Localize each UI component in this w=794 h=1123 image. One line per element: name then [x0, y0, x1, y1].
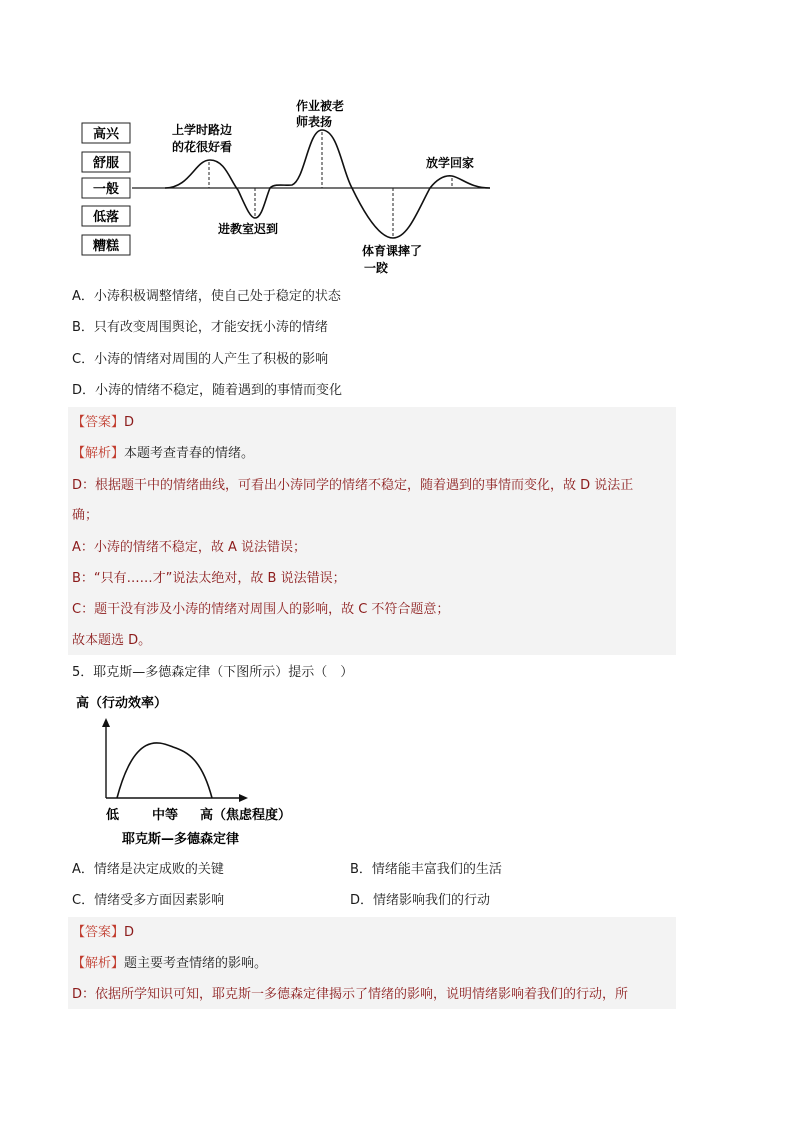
q4-option-d: D．小涛的情绪不稳定，随着遇到的事情而变化	[72, 383, 343, 398]
fig2-x-high: 高（焦虑程度）	[200, 808, 292, 823]
event-praise-line1: 作业被老	[296, 99, 345, 113]
q5-answer-value: D	[124, 925, 135, 940]
event-flowers-line2: 的花很好看	[172, 140, 233, 154]
q4-answer-line	[72, 414, 134, 432]
q4-answer-tag: 【答案】	[72, 415, 125, 430]
fig2-curve	[117, 743, 212, 798]
q5-d-line1: D：依据所学知识可知，耶克斯一多德森定律揭示了情绪的影响，说明情绪影响着我们的行动，所	[72, 987, 629, 1002]
q4-d-line2: 确；	[72, 508, 99, 523]
fig2-x-low: 低	[106, 808, 120, 823]
q4-b-line: B：“只有……才”说法太绝对，故 B 说法错误；	[72, 571, 346, 586]
fig2-x-arrow	[239, 794, 248, 802]
event-praise-line2: 师表扬	[296, 115, 333, 129]
q4-analysis-text: 本题考查青春的情绪。	[124, 446, 255, 461]
fig2-ylabel: 高（行动效率）	[76, 696, 168, 711]
event-flowers-line1: 上学时路边	[172, 123, 233, 137]
q5-option-d: D．情绪影响我们的行动	[350, 893, 491, 908]
fig2-y-arrow	[102, 718, 110, 727]
level-box-low	[82, 206, 130, 226]
level-label-happy: 高兴	[92, 127, 120, 142]
fig2-x-mid: 中等	[152, 808, 179, 823]
emotion-curve-figure	[70, 90, 510, 280]
q4-c-line: C：题干没有涉及小涛的情绪对周围人的影响，故 C 不符合题意；	[72, 602, 450, 617]
event-fall-line2: 一跤	[364, 261, 389, 275]
level-box-happy	[82, 123, 130, 143]
q4-d-line1: D：根据题干中的情绪曲线，可看出小涛同学的情绪不稳定，随着遇到的事情而变化，故 D 说法正	[72, 478, 634, 493]
level-box-comfortable	[82, 152, 130, 172]
q5-option-a: A．情绪是决定成败的关键	[72, 862, 224, 877]
event-late: 进教室迟到	[218, 222, 279, 236]
q4-a-line: A：小涛的情绪不稳定，故 A 说法错误；	[72, 540, 307, 555]
event-fall-line1: 体育课摔了	[362, 244, 423, 258]
q5-analysis-tag: 【解析】	[72, 956, 125, 971]
level-label-comfortable: 舒服	[92, 156, 120, 171]
q5-option-b: B．情绪能丰富我们的生活	[350, 862, 502, 877]
q4-answer-box	[68, 407, 676, 655]
level-label-terrible: 糟糕	[92, 239, 120, 254]
q4-option-c: C．小涛的情绪对周围的人产生了积极的影响	[72, 352, 329, 367]
level-box-terrible	[82, 235, 130, 255]
level-label-normal: 一般	[92, 182, 120, 197]
q4-conclusion: 故本题选 D。	[72, 633, 152, 648]
event-home: 放学回家	[426, 156, 475, 170]
q5-analysis-text: 题主要考查情绪的影响。	[124, 956, 268, 971]
q4-analysis-tag: 【解析】	[72, 446, 125, 461]
q5-answer-box	[68, 917, 676, 1009]
q5-answer-tag: 【答案】	[72, 925, 125, 940]
q4-option-a: A．小涛积极调整情绪，使自己处于稳定的状态	[72, 289, 341, 304]
fig2-caption: 耶克斯—多德森定律	[122, 832, 240, 847]
q5-stem: 5．耶克斯—多德森定律（下图所示）提示（ ）	[72, 665, 354, 680]
q5-answer-line	[72, 924, 134, 942]
q4-option-b: B．只有改变周围舆论，才能安抚小涛的情绪	[72, 320, 328, 335]
q4-answer-value: D	[124, 415, 135, 430]
q5-option-c: C．情绪受多方面因素影响	[72, 893, 225, 908]
q5-analysis-line	[72, 955, 267, 973]
level-box-normal	[82, 178, 130, 198]
level-label-low: 低落	[92, 210, 120, 225]
yerkes-dodson-figure	[70, 690, 330, 850]
q4-analysis-line	[72, 445, 254, 463]
